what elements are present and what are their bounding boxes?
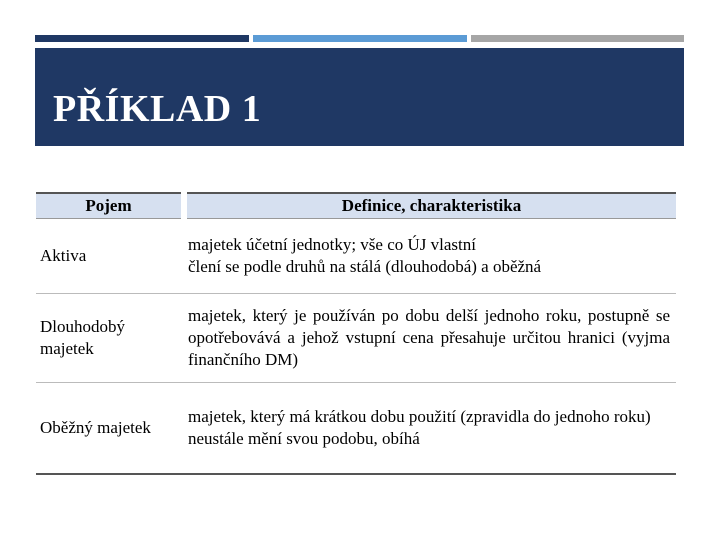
table-row — [36, 219, 676, 294]
slide-title: PŘÍKLAD 1 — [53, 88, 262, 130]
definition-table — [36, 192, 676, 475]
definition-cell — [184, 383, 676, 475]
definition-line: člení se podle druhů na stálá (dlouhodobá) a oběžná — [188, 257, 542, 276]
table-header-row — [36, 193, 676, 219]
definition-line: majetek, který má krátkou dobu použití (zpravidla do jednoho roku) — [188, 407, 651, 426]
accent-stripe-light-blue — [253, 35, 467, 42]
definition-line: majetek účetní jednotky; vše co ÚJ vlastní — [188, 235, 476, 254]
term-cell: Dlouhodobý majetek — [36, 294, 184, 383]
table-row — [36, 294, 676, 383]
term-cell: Aktiva — [36, 219, 184, 294]
title-banner — [35, 48, 684, 146]
definition-cell: majetek, který je používán po dobu delší jednoho roku, postupně se opotřebovává a jehož vstupní cena přesahuje určitou hranici (vyjma finančního DM) — [184, 294, 676, 383]
header-definition: Definice, charakteristika — [184, 193, 676, 219]
table-row — [36, 383, 676, 475]
accent-stripe-gray — [471, 35, 684, 42]
header-term: Pojem — [36, 193, 184, 219]
accent-stripe-dark-blue — [35, 35, 249, 42]
term-cell: Oběžný majetek — [36, 383, 184, 475]
definition-cell — [184, 219, 676, 294]
definition-line: neustále mění svou podobu, obíhá — [188, 429, 420, 448]
